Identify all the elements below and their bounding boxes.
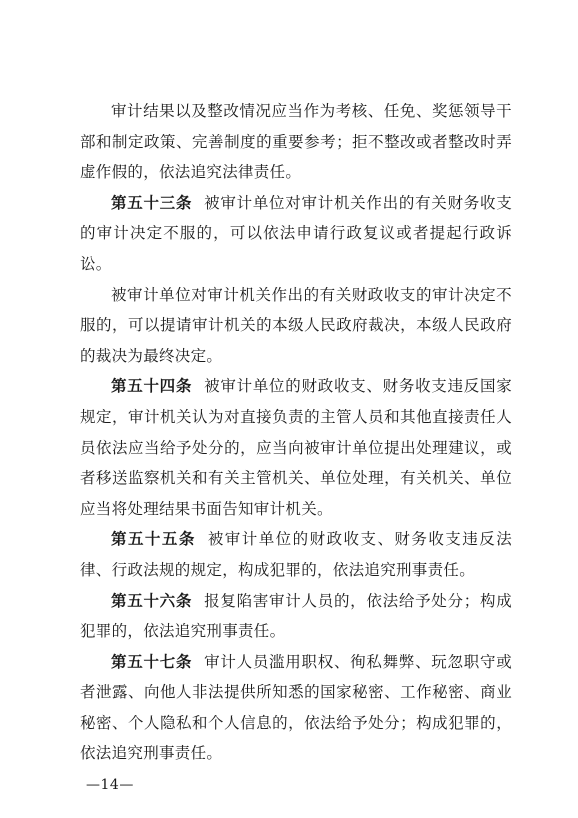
article-paragraph bbox=[80, 524, 512, 585]
article-paragraph bbox=[80, 371, 512, 524]
page-number: —14— bbox=[86, 777, 134, 793]
article-number: 第五十四条 bbox=[111, 377, 193, 396]
paragraph bbox=[80, 96, 512, 188]
paragraph-text: 报复陷害审计人员的，依法给予处分；构成犯罪的，依法追究刑事责任。 bbox=[80, 591, 512, 641]
paragraph-text: 被审计单位的财政收支、财务收支违反法律、行政法规的规定，构成犯罪的，依法追究刑事责任。 bbox=[80, 530, 512, 579]
document-body bbox=[80, 96, 512, 769]
paragraph-text: 审计结果以及整改情况应当作为考核、任免、奖惩领导干部和制定政策、完善制度的重要参考；拒不整改或者整改时弄虚作假的，依法追究法律责任。 bbox=[80, 102, 512, 182]
paragraph bbox=[80, 280, 512, 372]
paragraph-text: 被审计单位的财政收支、财务收支违反国家规定，审计机关认为对直接负责的主管人员和其他直接责任人员依法应当给予处分的，应当向被审计单位提出处理建议，或者移送监察机关和有关主管机关、单位处理，有关机关、单位应当将处理结果书面告知审计机关。 bbox=[80, 377, 512, 518]
article-paragraph bbox=[80, 188, 512, 280]
article-paragraph bbox=[80, 647, 512, 769]
article-number: 第五十五条 bbox=[111, 530, 196, 549]
article-number: 第五十三条 bbox=[111, 193, 193, 212]
paragraph-text: 被审计单位对审计机关作出的有关财务收支的审计决定不服的，可以依法申请行政复议或者提起行政诉讼。 bbox=[80, 193, 512, 273]
paragraph-text: 审计人员滥用职权、徇私舞弊、玩忽职守或者泄露、向他人非法提供所知悉的国家秘密、工作秘密、商业秘密、个人隐私和个人信息的，依法给予处分；构成犯罪的，依法追究刑事责任。 bbox=[80, 652, 512, 763]
article-number: 第五十六条 bbox=[111, 591, 193, 610]
paragraph-text: 被审计单位对审计机关作出的有关财政收支的审计决定不服的，可以提请审计机关的本级人民政府裁决，本级人民政府的裁决为最终决定。 bbox=[80, 285, 512, 365]
article-paragraph bbox=[80, 586, 512, 647]
article-number: 第五十七条 bbox=[111, 652, 193, 671]
